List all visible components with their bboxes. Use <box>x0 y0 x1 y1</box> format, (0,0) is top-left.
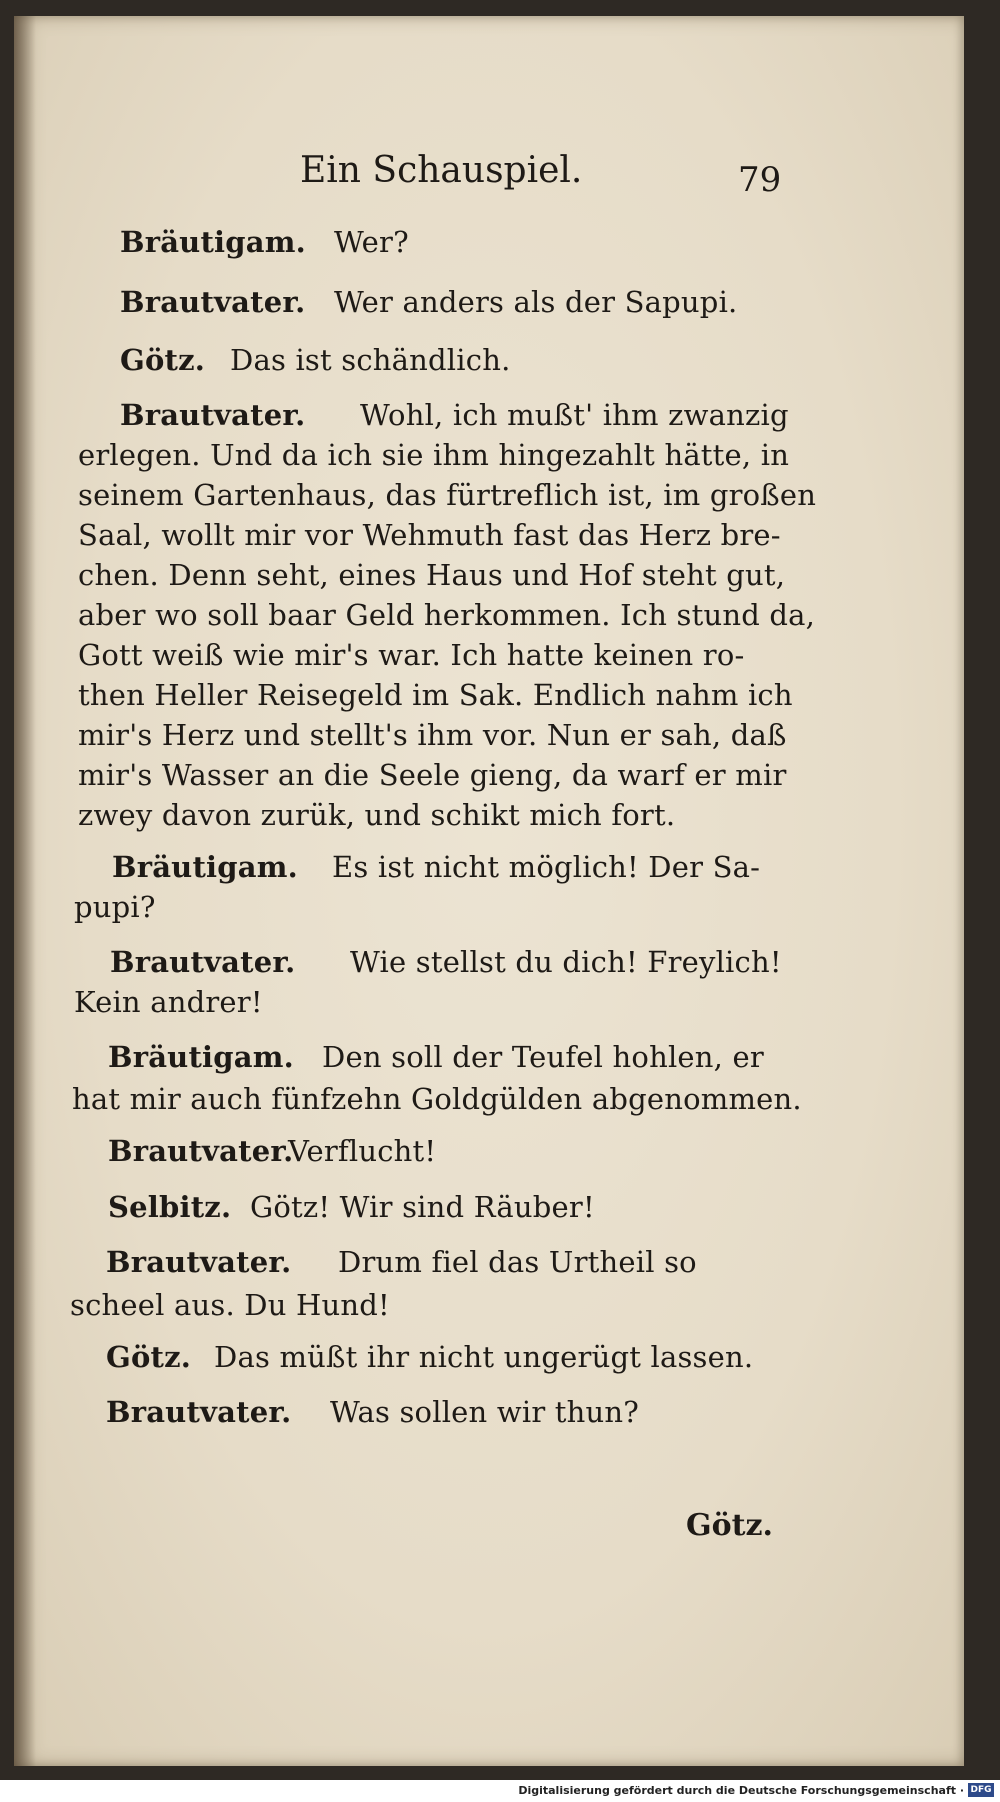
speech-text: Drum fiel das Urtheil so <box>338 1245 697 1279</box>
speaker-name: Bräutigam. <box>120 225 306 259</box>
dfg-logo-icon: DFG <box>968 1783 994 1797</box>
dialogue-line <box>106 1395 639 1429</box>
dialogue-line <box>108 1040 764 1074</box>
speaker-name: Brautvater. <box>106 1395 292 1429</box>
speaker-name: Brautvater. <box>106 1245 292 1279</box>
dialogue-line <box>112 850 760 884</box>
dialogue-line <box>108 1134 436 1168</box>
speech-text: Wie stellst du dich! Freylich! <box>350 945 782 979</box>
speech-text: Götz! Wir sind Räuber! <box>250 1190 595 1224</box>
speech-text: Verflucht! <box>288 1134 437 1168</box>
speaker-name: Brautvater. <box>120 285 306 319</box>
dialogue-line <box>106 1245 697 1279</box>
speech-continuation: mir's Herz und stellt's ihm vor. Nun er sah, daß <box>78 718 787 752</box>
speaker-name: Bräutigam. <box>108 1040 294 1074</box>
speech-continuation: seinem Gartenhaus, das fürtreflich ist, im großen <box>78 478 817 512</box>
book-page <box>14 16 964 1766</box>
speech-text: Wer anders als der Sapupi. <box>334 285 738 319</box>
dialogue-line <box>108 1190 595 1224</box>
speaker-name: Brautvater. <box>108 1134 294 1168</box>
speech-continuation: scheel aus. Du Hund! <box>70 1288 390 1322</box>
speech-continuation: Gott weiß wie mir's war. Ich hatte keinen ro- <box>78 638 745 672</box>
speech-text: Wer? <box>334 225 409 259</box>
speech-continuation: erlegen. Und da ich sie ihm hingezahlt hätte, in <box>78 438 790 472</box>
speech-continuation: mir's Wasser an die Seele gieng, da warf er mir <box>78 758 787 792</box>
speech-continuation: aber wo soll baar Geld herkommen. Ich stund da, <box>78 598 816 632</box>
running-header: Ein Schauspiel. <box>300 150 583 191</box>
dialogue-line <box>120 343 511 377</box>
speaker-name: Bräutigam. <box>112 850 298 884</box>
speech-continuation: zwey davon zurük, und schikt mich fort. <box>78 798 676 832</box>
speaker-name: Brautvater. <box>120 398 306 432</box>
speech-text: Den soll der Teufel hohlen, er <box>322 1040 764 1074</box>
speech-text: Was sollen wir thun? <box>330 1395 640 1429</box>
speech-continuation: Saal, wollt mir vor Wehmuth fast das Herz bre- <box>78 518 781 552</box>
funding-credit: Digitalisierung gefördert durch die Deutsche Forschungsgemeinschaft · <box>518 1784 964 1797</box>
dialogue-line <box>120 398 789 432</box>
speech-continuation: then Heller Reisegeld im Sak. Endlich nahm ich <box>78 678 793 712</box>
speech-continuation: hat mir auch fünfzehn Goldgülden abgenommen. <box>72 1082 802 1116</box>
speech-text: Das ist schändlich. <box>230 343 511 377</box>
speech-continuation: pupi? <box>74 890 156 924</box>
page-gutter-shadow <box>14 16 36 1766</box>
speech-text: Es ist nicht möglich! Der Sa- <box>332 850 761 884</box>
speech-continuation: chen. Denn seht, eines Haus und Hof steht gut, <box>78 558 786 592</box>
catchword: Götz. <box>686 1508 773 1543</box>
speaker-name: Götz. <box>120 343 206 377</box>
dialogue-line <box>106 1340 753 1374</box>
speaker-name: Brautvater. <box>110 945 296 979</box>
dialogue-line <box>120 285 737 319</box>
speaker-name: Götz. <box>106 1340 192 1374</box>
dialogue-line <box>120 225 409 259</box>
speech-text: Wohl, ich mußt' ihm zwanzig <box>360 398 789 432</box>
speech-continuation: Kein andrer! <box>74 985 263 1019</box>
speaker-name: Selbitz. <box>108 1190 232 1224</box>
speech-text: Das müßt ihr nicht ungerügt lassen. <box>214 1340 754 1374</box>
page-number: 79 <box>738 160 782 200</box>
dialogue-line <box>110 945 782 979</box>
